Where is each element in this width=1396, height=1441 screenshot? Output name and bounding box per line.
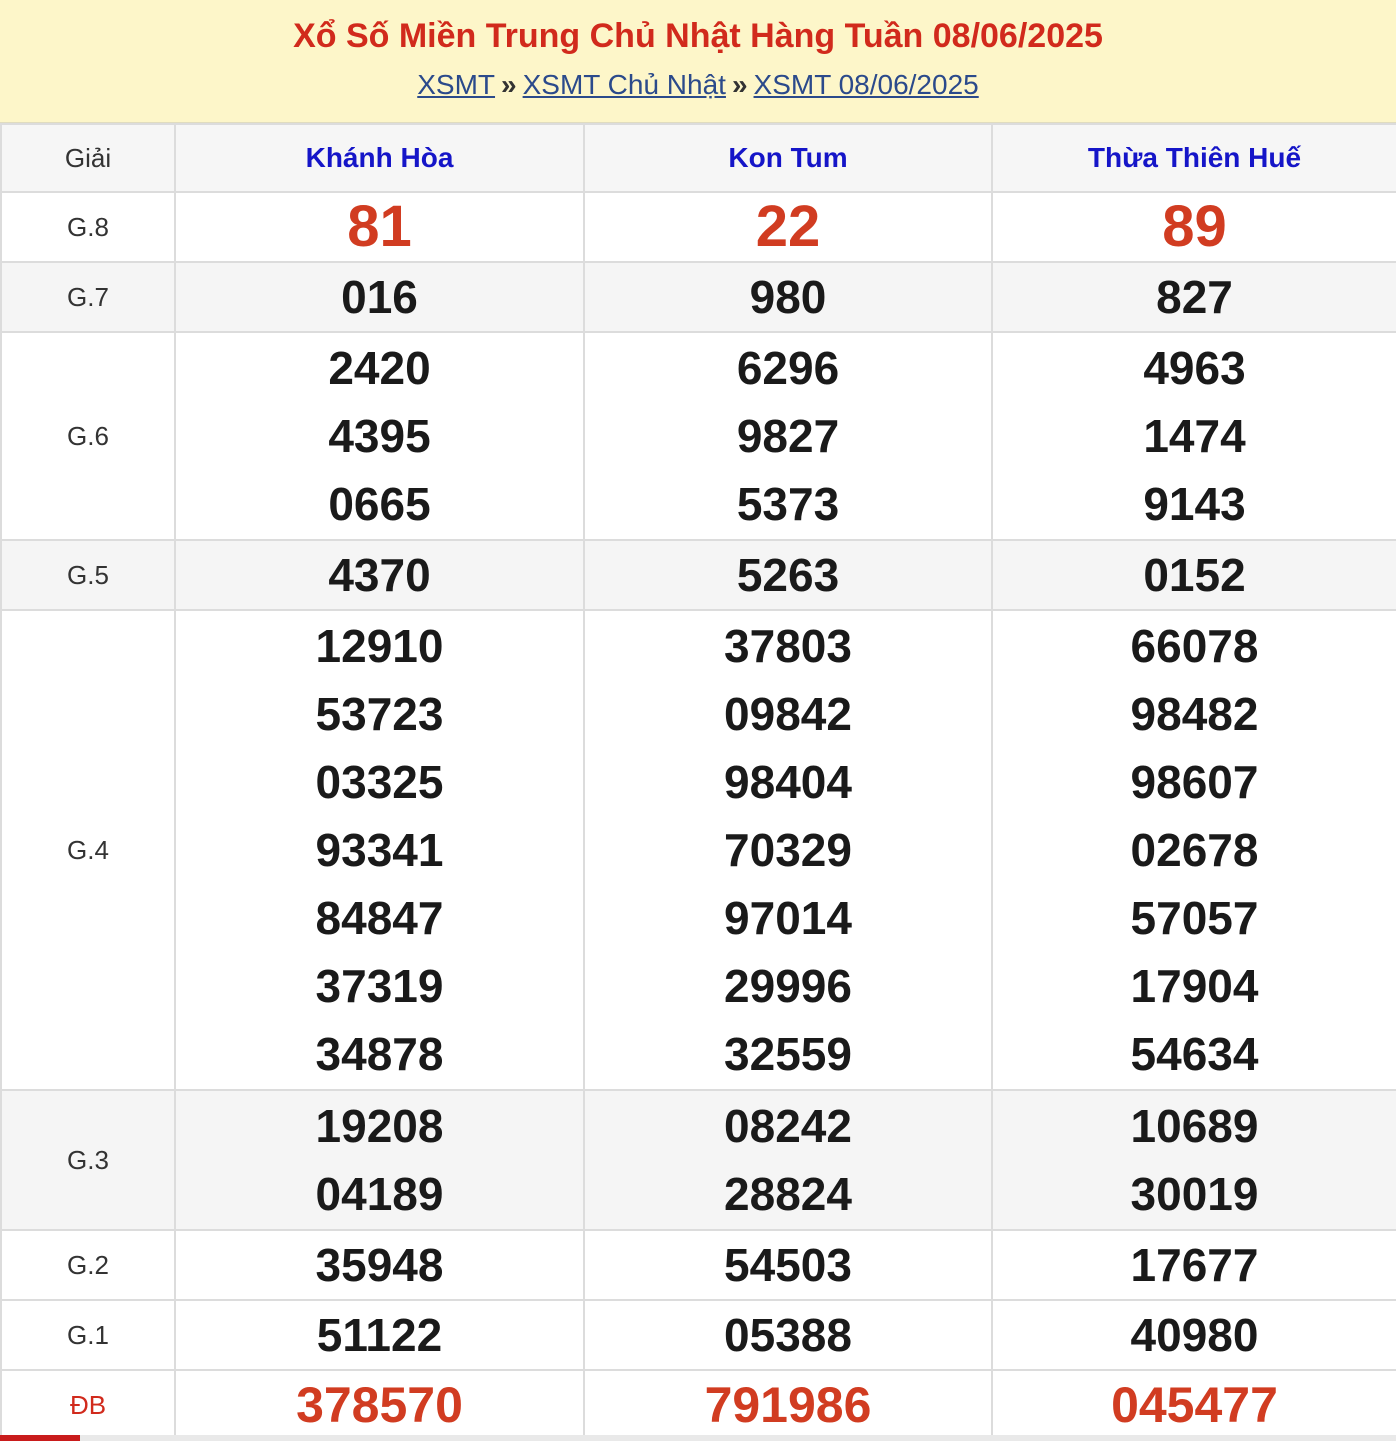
- breadcrumb-separator: »: [501, 69, 517, 100]
- lottery-number: 19208: [315, 1100, 444, 1152]
- lottery-number: 5373: [736, 478, 840, 530]
- active-tab-indicator: [0, 1435, 80, 1441]
- breadcrumb-link-xsmt[interactable]: XSMT: [417, 69, 496, 100]
- result-cell: [584, 1370, 992, 1440]
- lottery-number: 1474: [1143, 410, 1246, 462]
- prize-label: G.8: [1, 192, 175, 262]
- result-cell: [992, 262, 1396, 332]
- result-cell: [175, 1370, 584, 1440]
- prize-label: G.2: [1, 1230, 175, 1300]
- lottery-number: 04189: [315, 1168, 444, 1220]
- lottery-number: 22: [755, 194, 821, 259]
- lottery-number: 6296: [736, 342, 840, 394]
- table-row: [1, 1230, 1396, 1300]
- lottery-number: 9143: [1143, 478, 1246, 530]
- result-cell: [992, 610, 1396, 1090]
- result-cell: [992, 1090, 1396, 1230]
- lottery-number: 40980: [1130, 1309, 1259, 1361]
- result-cell: [992, 540, 1396, 610]
- result-cell: [175, 332, 584, 540]
- lottery-number: 97014: [724, 892, 852, 944]
- table-row: [1, 1090, 1396, 1230]
- prize-label: G.3: [1, 1090, 175, 1230]
- page-header: [0, 0, 1396, 123]
- lottery-number: 05388: [724, 1309, 852, 1361]
- lottery-number: 34878: [315, 1028, 444, 1080]
- breadcrumb-link-xsmt-chu-nhat[interactable]: XSMT Chủ Nhật: [522, 69, 726, 100]
- result-cell: [584, 1230, 992, 1300]
- lottery-number: 70329: [724, 824, 852, 876]
- result-cell: [584, 332, 992, 540]
- bottom-tab-bar: [0, 1435, 1396, 1441]
- result-cell: [175, 192, 584, 262]
- result-cell: [175, 540, 584, 610]
- prize-column-header: Giải: [1, 124, 175, 192]
- result-cell: [175, 610, 584, 1090]
- province-header-thua-thien-hue[interactable]: Thừa Thiên Huế: [992, 124, 1396, 192]
- lottery-number: 37803: [724, 620, 852, 672]
- lottery-number: 98607: [1130, 756, 1259, 808]
- lottery-number: 2420: [328, 342, 431, 394]
- lottery-number: 28824: [724, 1168, 852, 1220]
- prize-label: G.1: [1, 1300, 175, 1370]
- table-row: [1, 1300, 1396, 1370]
- lottery-number: 10689: [1130, 1100, 1259, 1152]
- lottery-number: 045477: [1111, 1377, 1278, 1433]
- lottery-number: 54634: [1130, 1028, 1259, 1080]
- lottery-number: 29996: [724, 960, 852, 1012]
- result-cell: [992, 1300, 1396, 1370]
- lottery-number: 12910: [315, 620, 444, 672]
- lottery-number: 66078: [1130, 620, 1259, 672]
- prize-label: G.4: [1, 610, 175, 1090]
- lottery-number: 4395: [328, 410, 431, 462]
- breadcrumb-link-xsmt-date[interactable]: XSMT 08/06/2025: [753, 69, 979, 100]
- lottery-number: 30019: [1130, 1168, 1259, 1220]
- lottery-number: 53723: [315, 688, 444, 740]
- lottery-number: 378570: [296, 1377, 463, 1433]
- result-cell: [992, 332, 1396, 540]
- result-cell: [175, 1090, 584, 1230]
- result-cell: [584, 540, 992, 610]
- lottery-number: 0665: [328, 478, 431, 530]
- results-table: [0, 123, 1396, 1441]
- result-cell: [992, 192, 1396, 262]
- result-cell: [175, 1230, 584, 1300]
- result-cell: [175, 262, 584, 332]
- table-row: [1, 540, 1396, 610]
- prize-label: G.5: [1, 540, 175, 610]
- lottery-number: 57057: [1130, 892, 1259, 944]
- prize-label: ĐB: [1, 1370, 175, 1440]
- result-cell: [175, 1300, 584, 1370]
- lottery-number: 81: [347, 194, 412, 259]
- lottery-number: 980: [749, 271, 827, 323]
- lottery-number: 54503: [724, 1239, 852, 1291]
- page-title: Xổ Số Miền Trung Chủ Nhật Hàng Tuần 08/06/2025: [293, 17, 1103, 55]
- lottery-number: 0152: [1143, 549, 1246, 601]
- breadcrumb: [0, 66, 1396, 104]
- table-row: [1, 1370, 1396, 1440]
- lottery-number: 84847: [315, 892, 444, 944]
- lottery-number: 98404: [724, 756, 852, 808]
- result-cell: [584, 1300, 992, 1370]
- lottery-number: 32559: [724, 1028, 852, 1080]
- lottery-number: 08242: [724, 1100, 852, 1152]
- lottery-number: 827: [1156, 271, 1233, 323]
- lottery-number: 17677: [1130, 1239, 1259, 1291]
- table-row: [1, 610, 1396, 1090]
- breadcrumb-separator: »: [731, 69, 748, 100]
- lottery-number: 9827: [736, 410, 840, 462]
- lottery-number: 016: [341, 271, 418, 323]
- result-cell: [584, 192, 992, 262]
- province-header-khanh-hoa[interactable]: Khánh Hòa: [175, 124, 584, 192]
- lottery-number: 17904: [1130, 960, 1259, 1012]
- lottery-number: 791986: [704, 1377, 872, 1433]
- result-cell: [584, 610, 992, 1090]
- lottery-number: 51122: [316, 1309, 443, 1361]
- lottery-number: 98482: [1130, 688, 1259, 740]
- lottery-number: 93341: [315, 824, 444, 876]
- lottery-number: 02678: [1130, 824, 1259, 876]
- lottery-number: 03325: [315, 756, 444, 808]
- lottery-number: 89: [1162, 194, 1227, 259]
- result-cell: [584, 262, 992, 332]
- result-cell: [584, 1090, 992, 1230]
- prize-label: G.6: [1, 332, 175, 540]
- lottery-number: 4963: [1143, 342, 1246, 394]
- lottery-number: 4370: [328, 549, 431, 601]
- lottery-number: 5263: [736, 549, 840, 601]
- province-header-kon-tum[interactable]: Kon Tum: [584, 124, 992, 192]
- table-row: [1, 262, 1396, 332]
- lottery-number: 37319: [315, 960, 444, 1012]
- lottery-number: 35948: [315, 1239, 444, 1291]
- lottery-number: 09842: [724, 688, 852, 740]
- table-header-row: [1, 124, 1396, 192]
- result-cell: [992, 1230, 1396, 1300]
- table-row: [1, 332, 1396, 540]
- result-cell: [992, 1370, 1396, 1440]
- table-row: [1, 192, 1396, 262]
- prize-label: G.7: [1, 262, 175, 332]
